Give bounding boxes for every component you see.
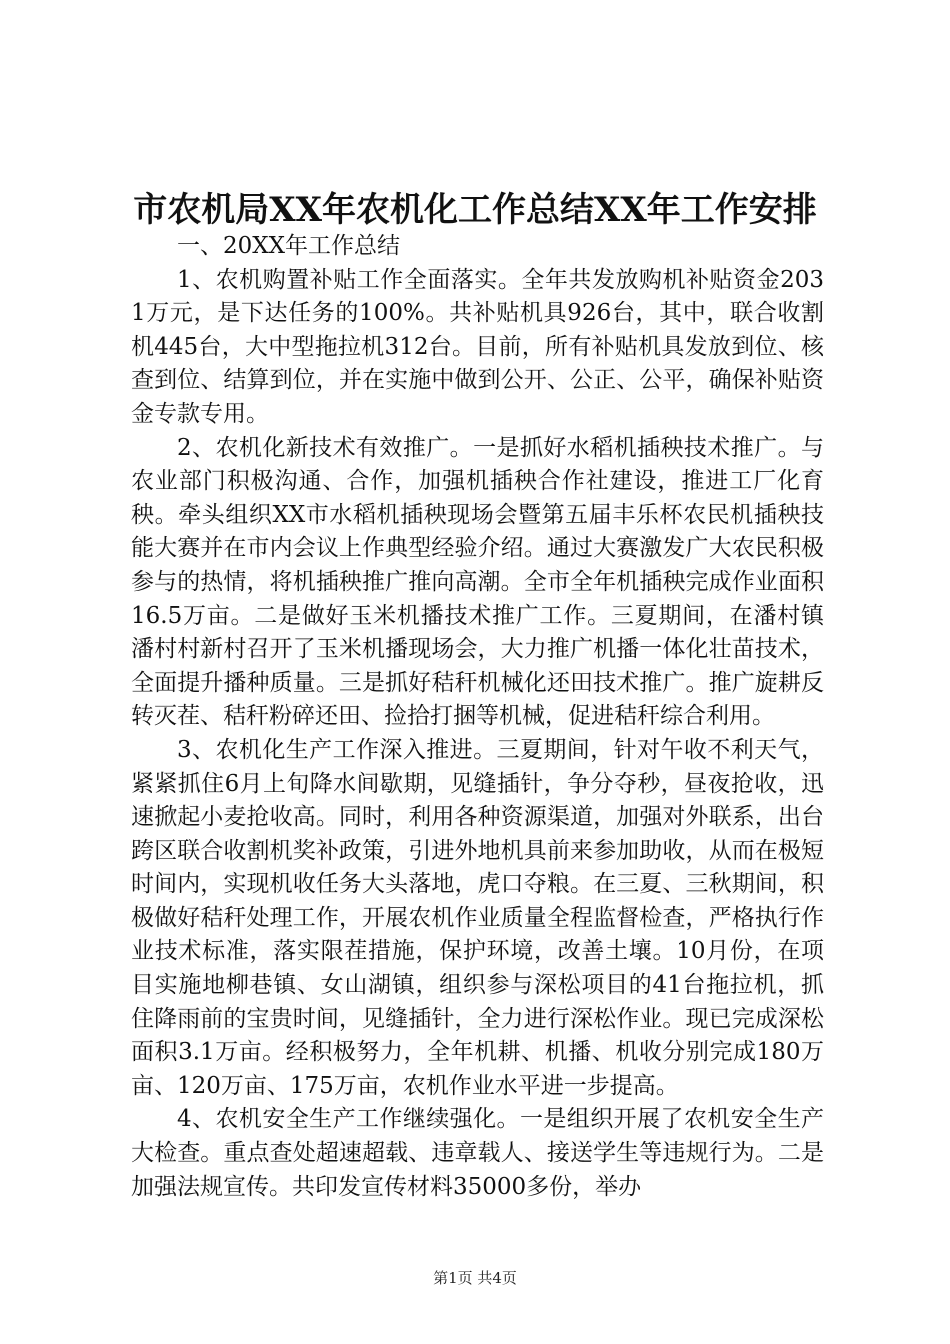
paragraph-production: 3、农机化生产工作深入推进。三夏期间，针对午收不利天气，紧紧抓住6月上旬降水间歇期，见缝插针，争分夺秒，昼夜抢收，迅速掀起小麦抢收高。同时，利用各种资源渠道，加强对外联系，出台跨区联合收割机奖补政策，引进外地机具前来参加助收，从而在极短时间内，实现机收任务大头落地，虎口夺粮。在三夏、三秋期间，积极做好秸秆处理工作，开展农机作业质量全程监督检查，严格执行作业技术标准，落实限茬措施，保护环境，改善土壤。10月份，在项目实施地柳巷镇、女山湖镇，组织参与深松项目的41台拖拉机，抓住降雨前的宝贵时间，见缝插针，全力进行深松作业。现已完成深松面积3.1万亩。经积极努力，全年机耕、机播、机收分别完成180万亩、120万亩、175万亩，农机作业水平进一步提高。 — [131, 736, 824, 1099]
paragraph-safety: 4、农机安全生产工作继续强化。一是组织开展了农机安全生产大检查。重点查处超速超载、违章载人、接送学生等违规行为。二是加强法规宣传。共印发宣传材料35000多份，举办 — [131, 1106, 824, 1200]
page-number-footer: 第1页 共4页 — [433, 1269, 517, 1287]
section-heading: 一、20XX年工作总结 — [177, 233, 401, 259]
document-title: 市农机局XX年农机化工作总结XX年工作安排 — [133, 190, 817, 230]
document-body — [131, 230, 824, 1204]
paragraph-subsidy: 1、农机购置补贴工作全面落实。全年共发放购机补贴资金2031万元，是下达任务的100%。共补贴机具926台，其中，联合收割机445台，大中型拖拉机312台。目前，所有补贴机具发放到位、核查到位、结算到位，并在实施中做到公开、公正、公平，确保补贴资金专款专用。 — [131, 266, 824, 427]
paragraph-technology: 2、农机化新技术有效推广。一是抓好水稻机插秧技术推广。与农业部门积极沟通、合作，加强机插秧合作社建设，推进工厂化育秧。牵头组织XX市水稻机插秧现场会暨第五届丰乐杯农民机插秧技能大赛并在市内会议上作典型经验介绍。通过大赛激发广大农民积极参与的热情，将机插秧推广推向高潮。全市全年机插秧完成作业面积16.5万亩。二是做好玉米机播技术推广工作。三夏期间，在潘村镇潘村村新村召开了玉米机播现场会，大力推广机播一体化壮苗技术，全面提升播种质量。三是抓好秸秆机械化还田技术推广。推广旋耕反转灭茬、秸秆粉碎还田、捡拾打捆等机械，促进秸秆综合利用。 — [131, 434, 824, 730]
